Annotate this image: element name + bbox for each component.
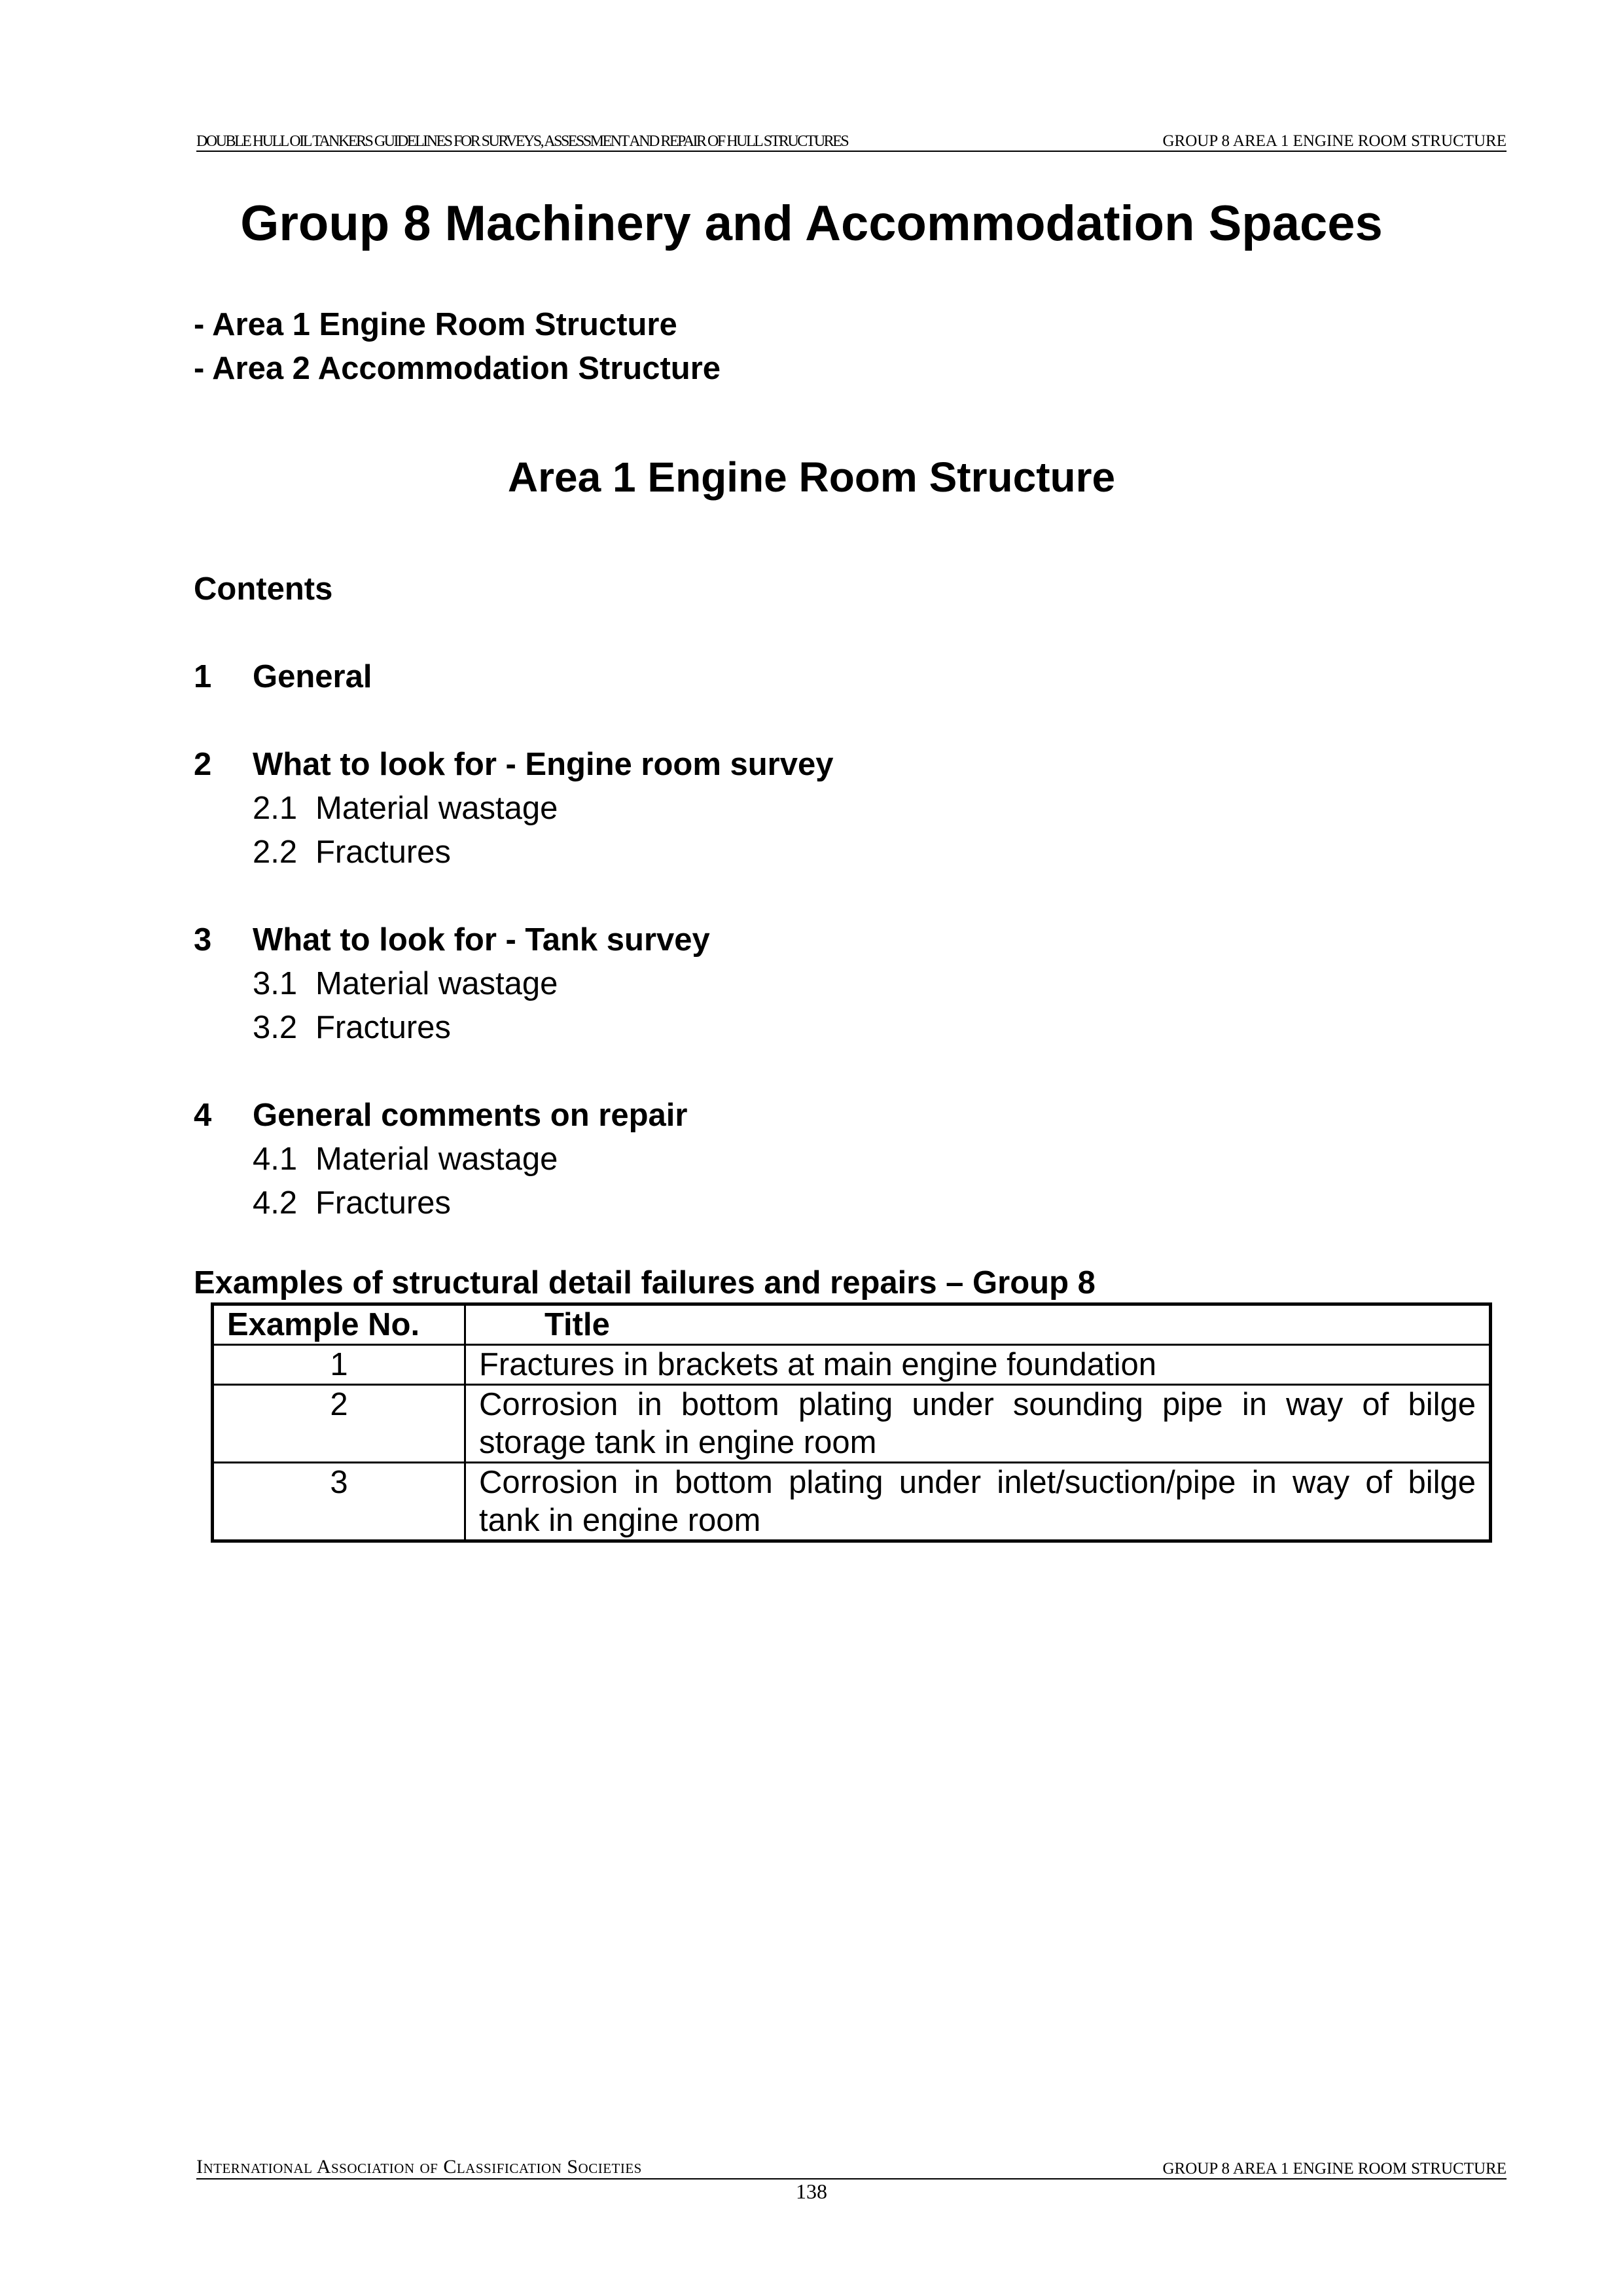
toc-section-number: 1 (194, 659, 212, 694)
toc-subsection (194, 834, 834, 878)
toc-section-title: General (253, 659, 372, 694)
toc-subsection (194, 1009, 834, 1053)
contents-heading: Contents (194, 571, 333, 607)
example-number-cell: 2 (213, 1385, 465, 1463)
table-row (213, 1345, 1491, 1385)
footer-organization: International Association of Classification Societies (196, 2156, 642, 2178)
examples-table (211, 1302, 1492, 1543)
page-footer (196, 2156, 1507, 2179)
toc-section-heading (194, 746, 834, 790)
column-header-example-no: Example No. (213, 1304, 465, 1345)
column-header-title: Title (465, 1304, 1491, 1345)
toc-subsection-title: Material wastage (315, 966, 558, 1001)
example-number-cell: 1 (213, 1345, 465, 1385)
toc-section-number: 2 (194, 747, 212, 782)
section-title: Area 1 Engine Room Structure (507, 454, 1116, 501)
example-title-cell: Corrosion in bottom plating under sounding pipe in way of bilge storage tank in engine room (465, 1385, 1491, 1463)
footer-section-title: GROUP 8 AREA 1 ENGINE ROOM STRUCTURE (1162, 2160, 1507, 2178)
toc-subsection (194, 1141, 834, 1185)
toc-subsection-number: 2.1 (253, 791, 298, 826)
example-title-cell: Fractures in brackets at main engine foundation (465, 1345, 1491, 1385)
toc-section-number: 3 (194, 922, 212, 958)
header-section-title: GROUP 8 AREA 1 ENGINE ROOM STRUCTURE (1162, 132, 1507, 150)
table-header-row (213, 1304, 1491, 1345)
toc-section-heading (194, 1097, 834, 1141)
toc-subsection (194, 965, 834, 1009)
area-item: - Area 2 Accommodation Structure (194, 351, 721, 386)
table-row (213, 1385, 1491, 1463)
toc-subsection (194, 1185, 834, 1229)
toc-subsection-title: Material wastage (315, 791, 558, 826)
toc-section (194, 922, 834, 1053)
toc-subsection-title: Material wastage (315, 1141, 558, 1177)
toc-section-title: What to look for - Engine room survey (253, 747, 834, 782)
toc-section-heading (194, 658, 834, 702)
toc-section-title: What to look for - Tank survey (253, 922, 710, 958)
area-item: - Area 1 Engine Room Structure (194, 307, 677, 342)
page-number: 138 (796, 2179, 827, 2203)
table-of-contents (194, 658, 834, 1272)
toc-section (194, 1097, 834, 1229)
page-title: Group 8 Machinery and Accommodation Spaces (240, 196, 1383, 251)
example-title-cell: Corrosion in bottom plating under inlet/suction/pipe in way of bilge tank in engine room (465, 1463, 1491, 1541)
examples-table-title: Examples of structural detail failures and repairs – Group 8 (194, 1265, 1096, 1300)
toc-subsection-title: Fractures (315, 1010, 451, 1045)
toc-section (194, 746, 834, 878)
toc-section (194, 658, 834, 702)
toc-subsection-number: 4.2 (253, 1185, 298, 1221)
toc-subsection-number: 2.2 (253, 834, 298, 870)
toc-section-number: 4 (194, 1098, 212, 1133)
toc-subsection (194, 790, 834, 834)
toc-section-title: General comments on repair (253, 1098, 688, 1133)
toc-subsection-number: 3.2 (253, 1010, 298, 1045)
toc-subsection-title: Fractures (315, 834, 451, 870)
example-number-cell: 3 (213, 1463, 465, 1541)
header-document-title: DOUBLE HULL OIL TANKERS GUIDELINES FOR SURVEYS, ASSESSMENT AND REPAIR OF HULL STRUCTURES (196, 133, 848, 150)
toc-subsection-number: 3.1 (253, 966, 298, 1001)
toc-section-heading (194, 922, 834, 965)
page-header (196, 128, 1507, 152)
toc-subsection-number: 4.1 (253, 1141, 298, 1177)
table-row (213, 1463, 1491, 1541)
toc-subsection-title: Fractures (315, 1185, 451, 1221)
area-list (194, 306, 721, 394)
